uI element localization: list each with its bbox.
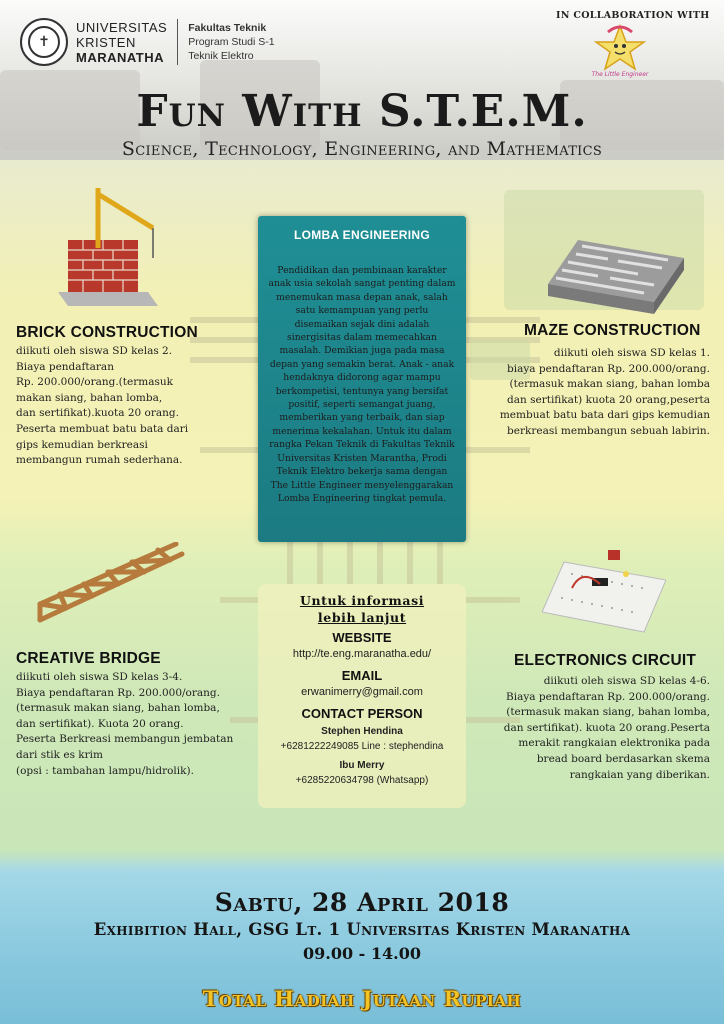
faculty-line1: Fakultas Teknik bbox=[188, 22, 267, 34]
event-venue: Exhibition Hall, GSG Lt. 1 Universitas Kristen Maranatha bbox=[93, 920, 631, 939]
brick-line: dan sertifikat).kuota 20 orang. bbox=[16, 407, 179, 420]
maze-line: berkreasi membangun sebuah labirin. bbox=[507, 424, 710, 437]
university-name-line3: MARANATHA bbox=[76, 49, 165, 65]
brick-house-illustration bbox=[58, 188, 178, 314]
little-engineer-logo bbox=[590, 24, 650, 78]
brick-construction-description bbox=[16, 344, 246, 469]
maze-line: (termasuk makan siang, bahan lomba bbox=[509, 378, 710, 391]
creative-bridge-description bbox=[16, 670, 256, 779]
lomba-engineering-title: LOMBA ENGINEERING bbox=[294, 228, 430, 242]
prize-banner: Total Hadiah Jutaan Rupiah bbox=[202, 986, 522, 1011]
poster-title: Fun With S.T.E.M. bbox=[136, 86, 588, 137]
brick-line: makan siang, bahan lomba, bbox=[16, 391, 163, 404]
info-heading-line2: lebih lanjut bbox=[317, 610, 407, 625]
electronics-line: rangkaian yang diberikan. bbox=[569, 768, 710, 781]
brick-line: membangun rumah sederhana. bbox=[16, 454, 183, 467]
event-time: 09.00 - 14.00 bbox=[303, 944, 421, 963]
logo-divider bbox=[177, 19, 178, 65]
collaboration-label: IN COLLABORATION WITH bbox=[556, 10, 710, 21]
bridge-line: (opsi : tambahan lampu/hidrolik). bbox=[16, 764, 194, 777]
electronics-line: Biaya pendaftaran Rp. 200.000/orang. bbox=[506, 690, 710, 703]
bridge-line: dari stik es krim bbox=[16, 748, 103, 761]
contact2-detail: +6285220634798 (Whatsapp) bbox=[295, 775, 429, 786]
electronics-circuit-description bbox=[470, 674, 710, 783]
maze-line: membuat batu bata dari gips kemudian bbox=[499, 409, 710, 422]
email-link[interactable]: erwanimerry@gmail.com bbox=[301, 686, 423, 698]
bridge-line: (termasuk makan siang, bahan lomba, bbox=[16, 702, 220, 715]
university-seal-icon: ✝ bbox=[20, 18, 68, 66]
electronics-line: (termasuk makan siang, bahan lomba, bbox=[506, 706, 710, 719]
university-logo bbox=[20, 18, 275, 66]
contact2-name: Ibu Merry bbox=[339, 760, 385, 771]
maze-construction-title: MAZE CONSTRUCTION bbox=[524, 322, 701, 339]
university-name-line1: UNIVERSITAS bbox=[76, 19, 168, 35]
brick-line: Biaya pendaftaran bbox=[16, 360, 114, 373]
faculty-line3: Teknik Elektro bbox=[188, 50, 254, 62]
bridge-line: dan sertifikat). Kuota 20 orang. bbox=[16, 717, 184, 730]
bridge-line: Peserta Berkreasi membangun jembatan bbox=[16, 733, 234, 746]
electronics-line: dan sertifikat). kuota 20 orang.Peserta bbox=[503, 721, 710, 734]
website-label: WEBSITE bbox=[332, 630, 392, 645]
maze-construction-description bbox=[470, 346, 710, 440]
electronics-line: diikuti oleh siswa SD kelas 4-6. bbox=[543, 675, 710, 687]
university-name-line2: KRISTEN bbox=[76, 34, 136, 50]
contact-info-box bbox=[258, 584, 466, 808]
electronics-line: merakit rangkaian elektronika pada bbox=[518, 737, 710, 750]
breadboard-illustration bbox=[542, 548, 666, 636]
brick-construction-title: BRICK CONSTRUCTION bbox=[16, 324, 198, 341]
faculty-line2: Program Studi S-1 bbox=[188, 36, 275, 48]
bridge-line: Biaya pendaftaran Rp. 200.000/orang. bbox=[16, 686, 220, 699]
creative-bridge-title: CREATIVE BRIDGE bbox=[16, 650, 161, 667]
info-heading bbox=[258, 592, 466, 626]
maze-line: dan sertifikat) kuota 20 orang,peserta bbox=[507, 393, 710, 406]
maze-line: diikuti oleh siswa SD kelas 1. bbox=[553, 347, 710, 359]
poster-subtitle: Science, Technology, Engineering, and Mathematics bbox=[121, 138, 603, 160]
little-engineer-logo-text: The Little Engineer bbox=[591, 71, 649, 78]
maze-illustration bbox=[548, 240, 684, 318]
email-label: EMAIL bbox=[341, 668, 383, 683]
brick-line: diikuti oleh siswa SD kelas 2. bbox=[16, 345, 173, 357]
event-date: Sabtu, 28 April 2018 bbox=[214, 888, 510, 917]
contact1-detail: +6281222249085 Line : stephendina bbox=[280, 741, 444, 752]
brick-line: Peserta membuat batu bata dari bbox=[16, 422, 189, 435]
electronics-line: bread board berdasarkan skema bbox=[536, 752, 710, 765]
lomba-engineering-description: Pendidikan dan pembinaan karakter anak usia sekolah sangat penting dalam menemukan masa depan anak, salah satu kemampuan yang perlu disemaikan sejak dini adalah sinergisitas dalam memecahkan masalah. Demikian juga pada masa depan yang semakin berat. Anak - anak hendaknya didorong agar mampu berkompetisi, tentunya yang bersifat positif, seperti semangat juang, memberikan yang terbaik, dan siap menerima kekalahan. Untuk itu dalam rangka Pekan Teknik di Fakultas Teknik Universitas Kristen Marantha, Prodi Teknik Elektro bekerja sama dengan The Little Engineer menyelenggarakan Lomba Engineering tingkat pemula. bbox=[268, 265, 456, 504]
faculty-info bbox=[188, 21, 274, 63]
lomba-engineering-box bbox=[258, 216, 466, 542]
contact1-name: Stephen Hendina bbox=[321, 726, 403, 737]
maze-line: biaya pendaftaran Rp. 200.000/orang. bbox=[507, 362, 710, 375]
info-heading-line1: Untuk informasi bbox=[299, 593, 425, 608]
contact-person-label: CONTACT PERSON bbox=[301, 706, 423, 721]
university-name bbox=[76, 20, 167, 65]
popsicle-bridge-illustration bbox=[36, 542, 186, 634]
bridge-line: diikuti oleh siswa SD kelas 3-4. bbox=[16, 671, 183, 683]
brick-line: gips kemudian berkreasi bbox=[16, 438, 148, 451]
website-link[interactable]: http://te.eng.maranatha.edu/ bbox=[292, 648, 432, 660]
brick-line: Rp. 200.000/orang.(termasuk bbox=[16, 376, 173, 389]
electronics-circuit-title: ELECTRONICS CIRCUIT bbox=[514, 652, 697, 669]
